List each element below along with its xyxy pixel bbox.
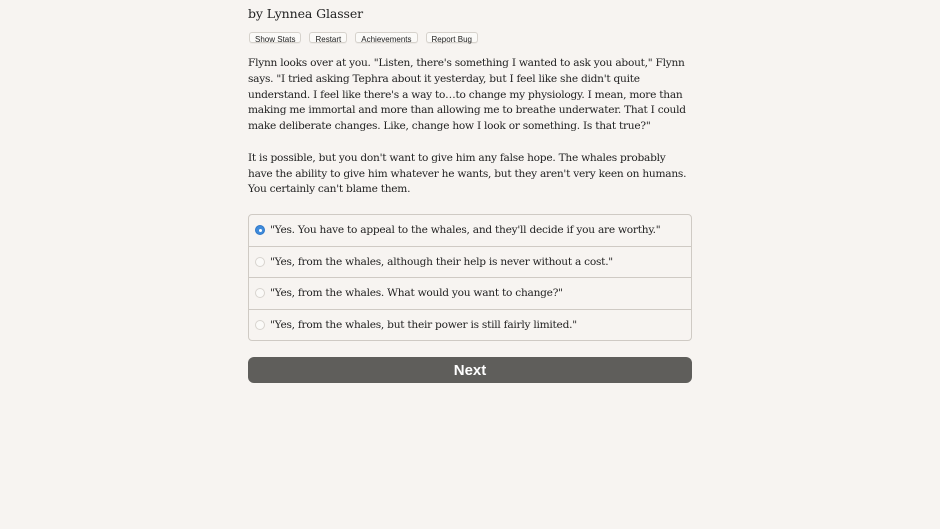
radio-unselected-icon[interactable]: [255, 288, 265, 298]
choice-list: [248, 214, 692, 341]
toolbar: [249, 32, 478, 43]
choice-option-2[interactable]: [249, 246, 691, 278]
show-stats-button[interactable]: Show Stats: [249, 32, 301, 43]
choice-label: "Yes, from the whales, but their power is still fairly limited.": [270, 318, 577, 331]
radio-unselected-icon[interactable]: [255, 320, 265, 330]
achievements-button[interactable]: Achievements: [355, 32, 417, 43]
report-bug-button[interactable]: Report Bug: [426, 32, 478, 43]
choice-label: "Yes, from the whales, although their help is never without a cost.": [270, 255, 613, 268]
story-paragraph: It is possible, but you don't want to give him any false hope. The whales probably have the ability to give him whatever he wants, but they aren't very keen on humans. You certainly can't blame them.: [248, 151, 687, 196]
restart-button[interactable]: Restart: [309, 32, 347, 43]
author-byline: by Lynnea Glasser: [248, 6, 364, 21]
choice-label: "Yes. You have to appeal to the whales, and they'll decide if you are worthy.": [270, 224, 661, 237]
choice-option-4[interactable]: [249, 309, 691, 341]
choice-label: "Yes, from the whales. What would you want to change?": [270, 287, 563, 300]
next-button[interactable]: Next: [248, 357, 692, 383]
radio-unselected-icon[interactable]: [255, 257, 265, 267]
choice-option-3[interactable]: [249, 277, 691, 309]
radio-selected-icon[interactable]: [255, 225, 265, 235]
choice-option-1[interactable]: [249, 215, 691, 246]
story-paragraph: Flynn looks over at you. "Listen, there's something I wanted to ask you about," Flynn says. "I tried asking Tephra about it yesterday, but I feel like she didn't quite understand. I feel like there's a way to…to change my physiology. I mean, more than making me immortal and more than allowing me to breathe underwater. That I could make deliberate changes. Like, change how I look or something. Is that true?": [248, 57, 686, 133]
story-text: [248, 56, 692, 214]
